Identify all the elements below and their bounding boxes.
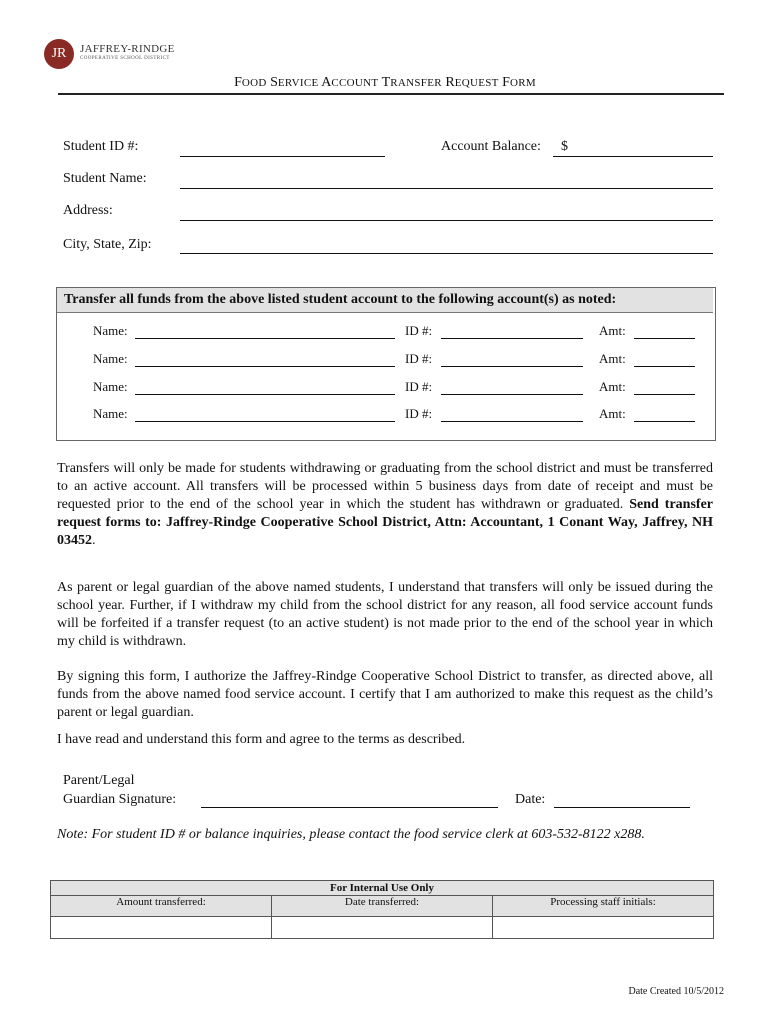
transfer-id-label: ID #: xyxy=(405,351,433,366)
processing-staff-header: Processing staff initials: xyxy=(493,896,714,917)
transfer-id-field[interactable] xyxy=(441,421,583,422)
title-word: REQUEST xyxy=(445,75,499,90)
transfer-name-label: Name: xyxy=(93,351,128,366)
date-transferred-header: Date transferred: xyxy=(272,896,493,917)
account-balance-currency: $ xyxy=(561,139,568,154)
amount-transferred-cell[interactable] xyxy=(51,917,272,939)
inquiry-note: Note: For student ID # or balance inquiries, please contact the food service clerk at 603-532-8122 x288. xyxy=(57,827,645,842)
address-label: Address: xyxy=(63,203,113,218)
date-created: Date Created 10/5/2012 xyxy=(628,986,724,997)
transfer-id-field[interactable] xyxy=(441,366,583,367)
transfer-policy-paragraph: Transfers will only be made for students withdrawing or graduating from the school district and must be transferred to an active account. All transfers will be processed within 5 business days from date of receipt and must be requested prior to the end of the school year in which the student has withdrawn or graduated. Send transfer request forms to: Jaffrey-Rindge Cooperative School District, Attn: Accountant, 1 Conant Way, Jaffrey, NH 03452. xyxy=(57,461,714,548)
transfer-name-label: Name: xyxy=(93,379,128,394)
title-word: SERVICE xyxy=(270,75,319,90)
transfer-amt-label: Amt: xyxy=(599,406,626,421)
form-title xyxy=(0,75,770,91)
transfer-name-label: Name: xyxy=(93,323,128,338)
date-transferred-cell[interactable] xyxy=(272,917,493,939)
student-name-label: Student Name: xyxy=(63,171,147,186)
transfer-box-heading: Transfer all funds from the above listed student account to the following account(s) as noted: xyxy=(57,288,713,313)
title-word: ACCOUNT xyxy=(321,75,379,90)
transfer-id-label: ID #: xyxy=(405,323,433,338)
title-rule xyxy=(58,93,724,95)
district-logo: JR xyxy=(44,39,74,69)
amount-transferred-header: Amount transferred: xyxy=(51,896,272,917)
transfer-amt-field[interactable] xyxy=(634,338,695,339)
district-logo-subtitle: COOPERATIVE SCHOOL DISTRICT xyxy=(80,56,170,61)
forfeit-policy-paragraph: As parent or legal guardian of the above named students, I understand that transfers will only be issued during the school year. Further, if I withdraw my child from the school district for any reason, all food service account funds will be forfeited if a transfer request (to an active student) is not made prior to the end of the school year in which my child is withdrawn. xyxy=(57,580,713,649)
send-to-address: Send transfer request forms to: Jaffrey-Rindge Cooperative School District, Attn: Accountant, 1 Conant Way, Jaffrey, NH 03452 xyxy=(57,497,714,548)
internal-use-heading: For Internal Use Only xyxy=(51,881,714,896)
authorization-paragraph: By signing this form, I authorize the Jaffrey-Rindge Cooperative School District to transfer, as directed above, all funds from the above named food service account. I certify that I am authorized to make this request as the child’s parent or legal guardian. xyxy=(57,669,713,720)
signature-label-line2: Guardian Signature: xyxy=(63,792,177,807)
agreement-statement: I have read and understand this form and agree to the terms as described. xyxy=(57,732,466,747)
signature-date-field[interactable] xyxy=(554,807,690,808)
transfer-id-field[interactable] xyxy=(441,338,583,339)
transfer-id-label: ID #: xyxy=(405,406,433,421)
transfer-amt-label: Amt: xyxy=(599,379,626,394)
processing-staff-cell[interactable] xyxy=(493,917,714,939)
signature-date-label: Date: xyxy=(515,792,546,807)
account-balance-field[interactable] xyxy=(553,156,713,157)
transfer-name-field[interactable] xyxy=(135,366,395,367)
title-word: TRANSFER xyxy=(381,75,442,90)
city-state-zip-label: City, State, Zip: xyxy=(63,237,152,252)
district-logo-name: JAFFREY-RINDGE xyxy=(80,43,175,55)
transfer-name-field[interactable] xyxy=(135,421,395,422)
transfer-amt-field[interactable] xyxy=(634,366,695,367)
student-id-field[interactable] xyxy=(180,156,385,157)
title-word: FORM xyxy=(502,75,536,90)
signature-field[interactable] xyxy=(201,807,498,808)
transfer-amt-field[interactable] xyxy=(634,394,695,395)
account-balance-label: Account Balance: xyxy=(441,139,541,154)
transfer-id-label: ID #: xyxy=(405,379,433,394)
student-name-field[interactable] xyxy=(180,188,713,189)
signature-label-line1: Parent/Legal xyxy=(63,773,135,788)
city-state-zip-field[interactable] xyxy=(180,253,713,254)
transfer-amt-field[interactable] xyxy=(634,421,695,422)
transfer-amt-label: Amt: xyxy=(599,351,626,366)
address-field[interactable] xyxy=(180,220,713,221)
transfer-name-field[interactable] xyxy=(135,394,395,395)
internal-use-table xyxy=(50,880,714,939)
transfer-amt-label: Amt: xyxy=(599,323,626,338)
transfer-name-label: Name: xyxy=(93,406,128,421)
transfer-id-field[interactable] xyxy=(441,394,583,395)
transfer-name-field[interactable] xyxy=(135,338,395,339)
student-id-label: Student ID #: xyxy=(63,139,139,154)
title-word: FOOD xyxy=(234,75,267,90)
